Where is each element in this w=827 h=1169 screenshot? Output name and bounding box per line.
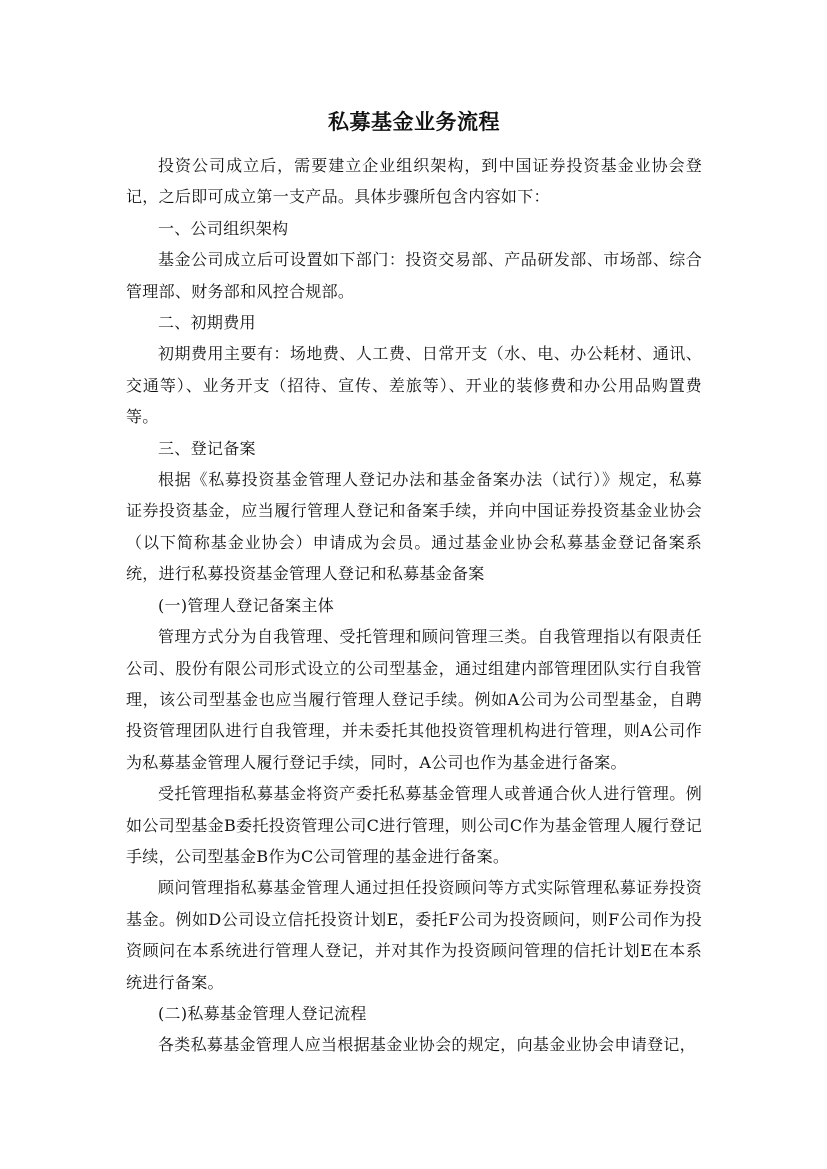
section-heading-org-structure: 一、公司组织架构 <box>158 218 289 238</box>
self-management-paragraph: 管理方式分为自我管理、受托管理和顾问管理三类。自我管理指以有限责任公司、股份有限公司形式设立的公司型基金，通过组建内部管理团队实行自我管理，该公司型基金也应当履行管理人登记手续。例如A公司为公司型基金，自聘投资管理团队进行自我管理，并未委托其他投资管理机构进行管理，则A公司作为私募基金管理人履行登记手续，同时，A公司也作为基金进行备案。 <box>126 627 702 772</box>
subsection-heading-registration-subject: (一)管理人登记备案主体 <box>158 595 335 615</box>
document-title: 私募基金业务流程 <box>328 109 500 134</box>
registration-paragraph: 根据《私募投资基金管理人登记办法和基金备案办法（试行）》规定，私募证券投资基金，应当履行管理人登记和备案手续，并向中国证券投资基金业协会（以下简称基金业协会）申请成为会员。通过基金业协会私募基金登记备案系统，进行私募投资基金管理人登记和私募基金备案 <box>126 470 702 584</box>
document-page <box>126 104 702 1061</box>
registration-process-paragraph: 各类私募基金管理人应当根据基金业协会的规定，向基金业协会申请登记， <box>158 1035 696 1055</box>
intro-paragraph: 投资公司成立后，需要建立企业组织架构，到中国证券投资基金业协会登记，之后即可成立第一支产品。具体步骤所包含内容如下： <box>126 156 702 207</box>
entrusted-management-paragraph: 受托管理指私募基金将资产委托私募基金管理人或普通合伙人进行管理。例如公司型基金B委托投资管理公司C进行管理，则公司C作为基金管理人履行登记手续，公司型基金B作为C公司管理的基金进行备案。 <box>126 784 702 866</box>
advisory-management-paragraph: 顾问管理指私募基金管理人通过担任投资顾问等方式实际管理私募证券投资基金。例如D公司设立信托投资计划E，委托F公司为投资顾问，则F公司作为投资顾问在本系统进行管理人登记，并对其作为投资顾问管理的信托计划E在本系统进行备案。 <box>126 878 702 992</box>
section-heading-registration: 三、登记备案 <box>158 438 256 458</box>
section-heading-initial-costs: 二、初期费用 <box>158 313 256 333</box>
subsection-heading-registration-process: (二)私募基金管理人登记流程 <box>158 1003 367 1023</box>
initial-costs-paragraph: 初期费用主要有：场地费、人工费、日常开支（水、电、办公耗材、通讯、交通等）、业务开支（招待、宣传、差旅等）、开业的装修费和办公用品购置费等。 <box>126 344 702 427</box>
org-structure-paragraph: 基金公司成立后可设置如下部门：投资交易部、产品研发部、市场部、综合管理部、财务部和风控合规部。 <box>126 250 702 301</box>
